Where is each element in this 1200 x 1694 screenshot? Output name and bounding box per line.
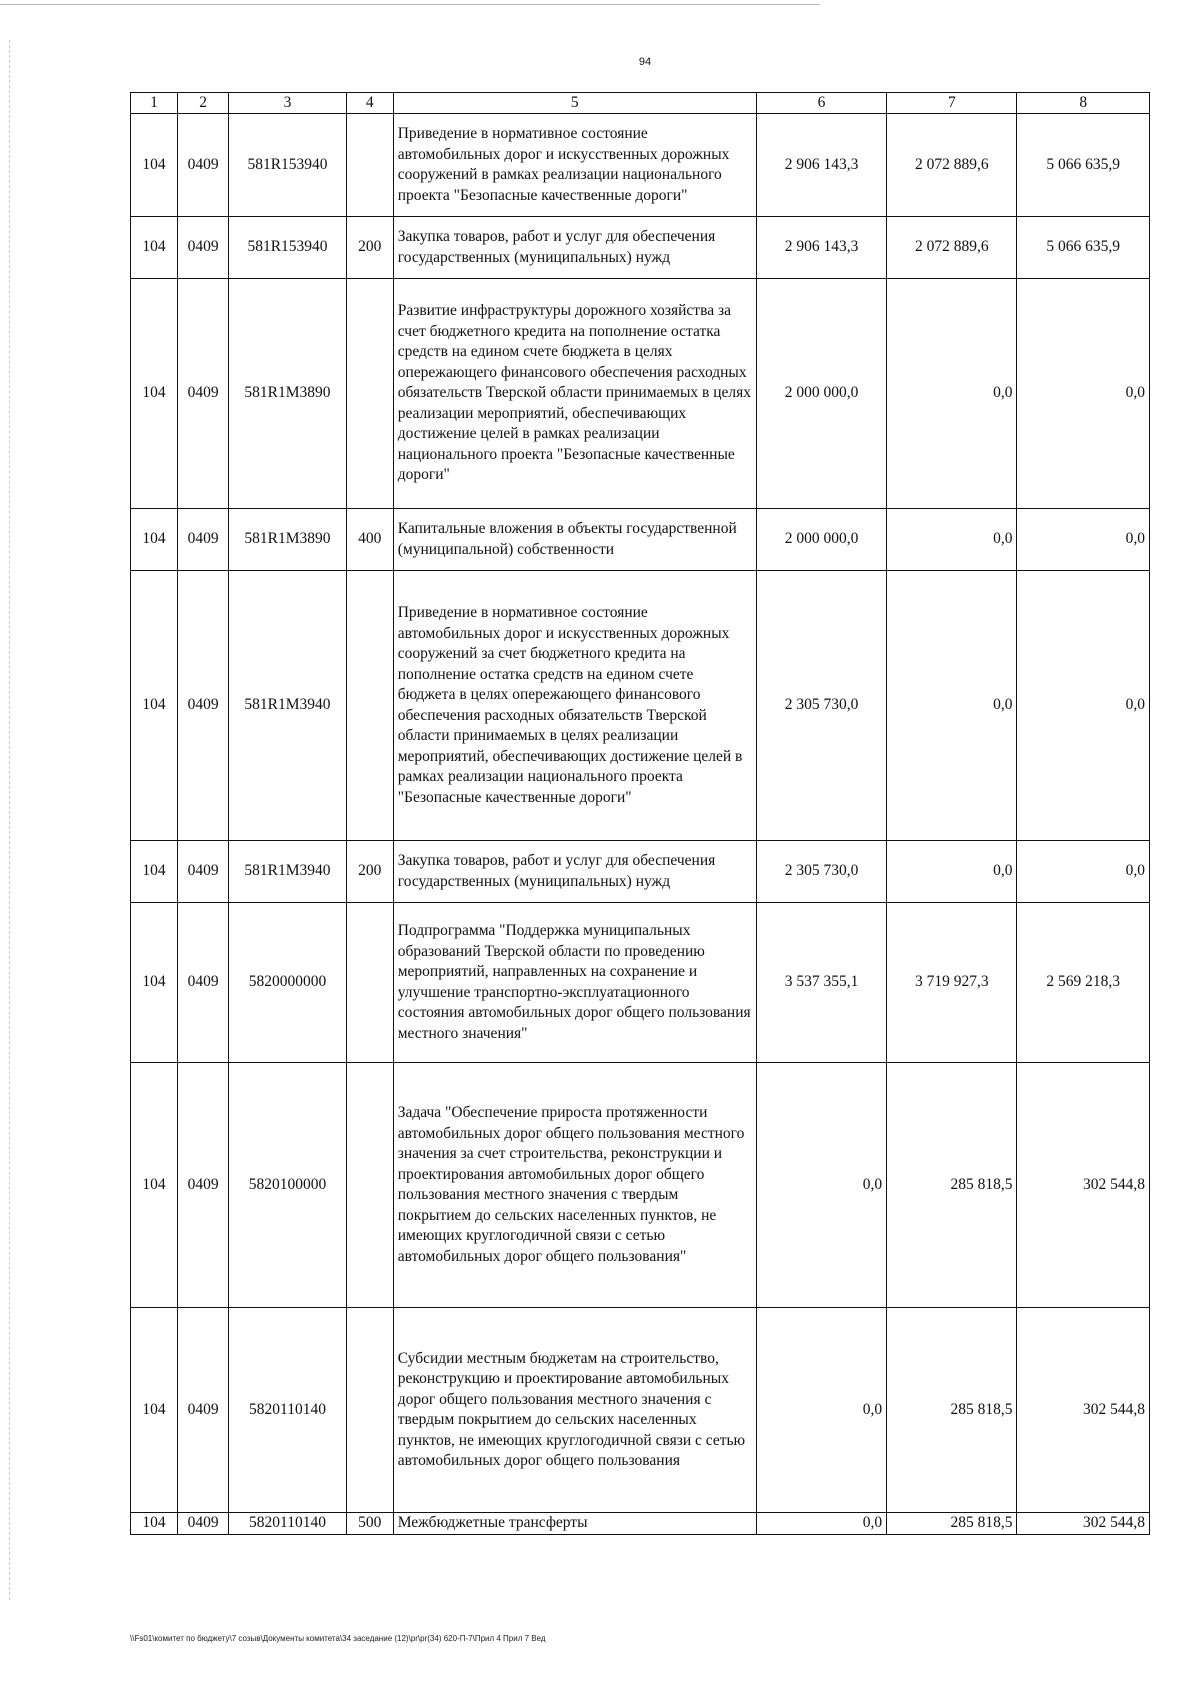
- cell-expense-type: [346, 1308, 393, 1513]
- cell-description: Закупка товаров, работ и услуг для обеспечения государственных (муниципальных) нужд: [393, 217, 756, 279]
- cell-section: 0409: [177, 1308, 228, 1513]
- cell-ministry: 104: [131, 1308, 178, 1513]
- cell-target-article: 581R1M3890: [229, 509, 346, 571]
- cell-target-article: 581R1M3890: [229, 279, 346, 509]
- cell-ministry: 104: [131, 571, 178, 841]
- cell-amount-year2: 0,0: [887, 571, 1017, 841]
- cell-target-article: 581R153940: [229, 114, 346, 217]
- cell-description: Приведение в нормативное состояние автомобильных дорог и искусственных дорожных сооружений за счет бюджетного кредита на пополнение остатка средств на едином счете бюджета в целях опережающего финансового обеспечения расходных обязательств Тверской области принимаемых в целях реализации мероприятий, обеспечивающих достижение целей в рамках реализации национального проекта "Безопасные качественные дороги": [393, 571, 756, 841]
- cell-description: Субсидии местным бюджетам на строительство, реконструкцию и проектирование автомобильных дорог общего пользования местного значения с твердым покрытием до сельских населенных пунктов, не имеющих круглогодичной связи с сетью автомобильных дорог общего пользования: [393, 1308, 756, 1513]
- cell-amount-year1: 2 906 143,3: [756, 114, 886, 217]
- cell-amount-year3: 0,0: [1017, 841, 1150, 903]
- cell-section: 0409: [177, 509, 228, 571]
- cell-amount-year3: 2 569 218,3: [1017, 903, 1150, 1063]
- cell-expense-type: [346, 1063, 393, 1308]
- budget-table: [130, 92, 1150, 1535]
- cell-expense-type: 500: [346, 1513, 393, 1535]
- table-row: [131, 571, 1150, 841]
- cell-amount-year1: 3 537 355,1: [756, 903, 886, 1063]
- cell-expense-type: [346, 114, 393, 217]
- cell-amount-year1: 0,0: [756, 1308, 886, 1513]
- cell-description: Закупка товаров, работ и услуг для обеспечения государственных (муниципальных) нужд: [393, 841, 756, 903]
- table-row: [131, 509, 1150, 571]
- cell-description: Межбюджетные трансферты: [393, 1513, 756, 1535]
- cell-amount-year2: 2 072 889,6: [887, 114, 1017, 217]
- col-header-4: 4: [346, 93, 393, 114]
- scan-margin-line: [9, 40, 10, 1600]
- page-number: 94: [638, 56, 652, 68]
- cell-expense-type: [346, 279, 393, 509]
- cell-section: 0409: [177, 1513, 228, 1535]
- cell-ministry: 104: [131, 509, 178, 571]
- cell-amount-year2: 285 818,5: [887, 1513, 1017, 1535]
- cell-amount-year3: 5 066 635,9: [1017, 217, 1150, 279]
- cell-amount-year2: 0,0: [887, 279, 1017, 509]
- cell-target-article: 5820000000: [229, 903, 346, 1063]
- cell-ministry: 104: [131, 1063, 178, 1308]
- cell-ministry: 104: [131, 841, 178, 903]
- table-header-row: [131, 93, 1150, 114]
- cell-amount-year1: 0,0: [756, 1513, 886, 1535]
- table-row: [131, 841, 1150, 903]
- cell-amount-year1: 2 906 143,3: [756, 217, 886, 279]
- table-row: [131, 279, 1150, 509]
- table-row: [131, 1513, 1150, 1535]
- cell-section: 0409: [177, 841, 228, 903]
- cell-expense-type: 200: [346, 217, 393, 279]
- cell-ministry: 104: [131, 1513, 178, 1535]
- col-header-8: 8: [1017, 93, 1150, 114]
- col-header-5: 5: [393, 93, 756, 114]
- cell-section: 0409: [177, 217, 228, 279]
- cell-amount-year2: 0,0: [887, 841, 1017, 903]
- scan-edge-line: [0, 4, 820, 5]
- cell-expense-type: [346, 903, 393, 1063]
- cell-amount-year2: 3 719 927,3: [887, 903, 1017, 1063]
- cell-amount-year1: 2 000 000,0: [756, 279, 886, 509]
- cell-expense-type: [346, 571, 393, 841]
- cell-target-article: 581R1M3940: [229, 841, 346, 903]
- cell-target-article: 581R153940: [229, 217, 346, 279]
- table-row: [131, 1308, 1150, 1513]
- cell-amount-year1: 2 305 730,0: [756, 841, 886, 903]
- cell-description: Задача "Обеспечение прироста протяженности автомобильных дорог общего пользования местного значения за счет строительства, реконструкции и проектирования автомобильных дорог общего пользования местного значения с твердым покрытием до сельских населенных пунктов, не имеющих круглогодичной связи с сетью автомобильных дорог общего пользования": [393, 1063, 756, 1308]
- col-header-2: 2: [177, 93, 228, 114]
- cell-amount-year3: 0,0: [1017, 279, 1150, 509]
- cell-amount-year3: 5 066 635,9: [1017, 114, 1150, 217]
- cell-ministry: 104: [131, 279, 178, 509]
- cell-ministry: 104: [131, 217, 178, 279]
- cell-expense-type: 400: [346, 509, 393, 571]
- cell-amount-year3: 0,0: [1017, 571, 1150, 841]
- col-header-7: 7: [887, 93, 1017, 114]
- cell-amount-year2: 285 818,5: [887, 1308, 1017, 1513]
- cell-description: Капитальные вложения в объекты государственной (муниципальной) собственности: [393, 509, 756, 571]
- cell-section: 0409: [177, 279, 228, 509]
- cell-amount-year3: 302 544,8: [1017, 1063, 1150, 1308]
- cell-amount-year3: 302 544,8: [1017, 1513, 1150, 1535]
- table-row: [131, 217, 1150, 279]
- cell-description: Приведение в нормативное состояние автомобильных дорог и искусственных дорожных сооружений в рамках реализации национального проекта "Безопасные качественные дороги": [393, 114, 756, 217]
- cell-amount-year2: 0,0: [887, 509, 1017, 571]
- col-header-3: 3: [229, 93, 346, 114]
- col-header-6: 6: [756, 93, 886, 114]
- cell-target-article: 5820100000: [229, 1063, 346, 1308]
- cell-ministry: 104: [131, 114, 178, 217]
- cell-target-article: 5820110140: [229, 1513, 346, 1535]
- cell-section: 0409: [177, 114, 228, 217]
- cell-expense-type: 200: [346, 841, 393, 903]
- cell-description: Подпрограмма "Поддержка муниципальных образований Тверской области по проведению мероприятий, направленных на сохранение и улучшение транспортно-эксплуатационного состояния автомобильных дорог общего пользования местного значения": [393, 903, 756, 1063]
- cell-section: 0409: [177, 1063, 228, 1308]
- col-header-1: 1: [131, 93, 178, 114]
- cell-ministry: 104: [131, 903, 178, 1063]
- cell-amount-year2: 2 072 889,6: [887, 217, 1017, 279]
- cell-amount-year1: 0,0: [756, 1063, 886, 1308]
- cell-amount-year1: 2 305 730,0: [756, 571, 886, 841]
- cell-section: 0409: [177, 903, 228, 1063]
- cell-description: Развитие инфраструктуры дорожного хозяйства за счет бюджетного кредита на пополнение остатка средств на едином счете бюджета в целях опережающего финансового обеспечения расходных обязательств Тверской области принимаемых в целях реализации мероприятий, обеспечивающих достижение целей в рамках реализации национального проекта "Безопасные качественные дороги": [393, 279, 756, 509]
- cell-target-article: 5820110140: [229, 1308, 346, 1513]
- cell-section: 0409: [177, 571, 228, 841]
- cell-target-article: 581R1M3940: [229, 571, 346, 841]
- table-row: [131, 903, 1150, 1063]
- table-row: [131, 114, 1150, 217]
- cell-amount-year3: 0,0: [1017, 509, 1150, 571]
- footer-file-path: \\Fs01\комитет по бюджету\7 созыв\Документы комитета\34 заседание (12)\pr\pr(34) 620-П-7\Прил 4 Прил 7 Вед: [130, 1634, 546, 1643]
- cell-amount-year1: 2 000 000,0: [756, 509, 886, 571]
- cell-amount-year3: 302 544,8: [1017, 1308, 1150, 1513]
- cell-amount-year2: 285 818,5: [887, 1063, 1017, 1308]
- table-row: [131, 1063, 1150, 1308]
